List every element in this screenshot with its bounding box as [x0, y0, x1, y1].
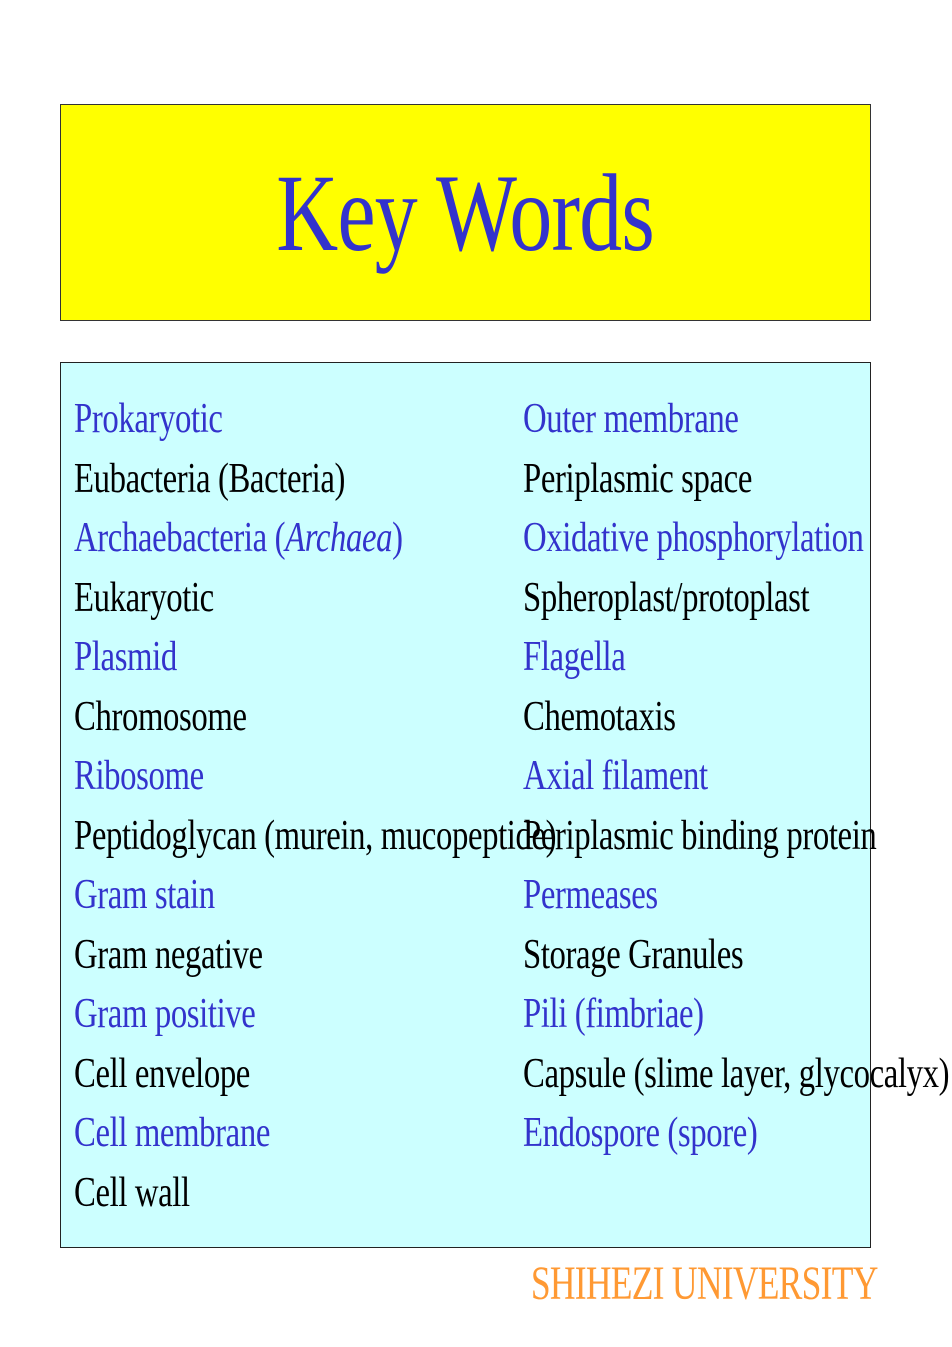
word-item: Peptidoglycan (murein, mucopeptide)	[74, 812, 557, 859]
word-item: Storage Granules	[523, 931, 744, 978]
word-item: Outer membrane	[523, 396, 739, 442]
word-item: Oxidative phosphorylation	[523, 515, 864, 561]
word-item: Eubacteria (Bacteria)	[74, 455, 346, 502]
word-item: Flagella	[523, 634, 626, 680]
page-title: Key Words	[276, 151, 655, 274]
word-text: Archaebacteria (	[74, 515, 286, 561]
word-item: Chromosome	[74, 693, 247, 740]
title-banner	[60, 104, 871, 321]
key-words-panel	[60, 362, 950, 1248]
word-item: Endospore (spore)	[523, 1110, 758, 1156]
word-item: Cell membrane	[74, 1110, 270, 1156]
word-item: Periplasmic binding protein	[523, 812, 877, 859]
word-italic-text: Archaea	[285, 515, 393, 561]
word-item: Cell envelope	[74, 1050, 250, 1097]
word-item: Periplasmic space	[523, 455, 752, 502]
word-item: Gram stain	[74, 872, 215, 918]
word-item: Gram negative	[74, 931, 263, 978]
word-item: Ribosome	[74, 753, 204, 799]
word-item: Spheroplast/protoplast	[523, 574, 810, 621]
word-item	[74, 510, 556, 570]
word-item: Pili (fimbriae)	[523, 991, 704, 1037]
word-item: Plasmid	[74, 634, 177, 680]
word-item: Chemotaxis	[523, 693, 676, 740]
word-item: Cell wall	[74, 1169, 190, 1216]
word-item: Prokaryotic	[74, 396, 223, 442]
right-word-list	[523, 391, 952, 1165]
university-footer: SHIHEZI UNIVERSITY	[531, 1257, 878, 1310]
word-item: Permeases	[523, 872, 658, 918]
word-item: Capsule (slime layer, glycocalyx)	[523, 1050, 950, 1097]
word-item: Eukaryotic	[74, 574, 214, 621]
word-item: Gram positive	[74, 991, 256, 1037]
word-item: Axial filament	[523, 753, 708, 799]
word-text: )	[392, 515, 403, 561]
